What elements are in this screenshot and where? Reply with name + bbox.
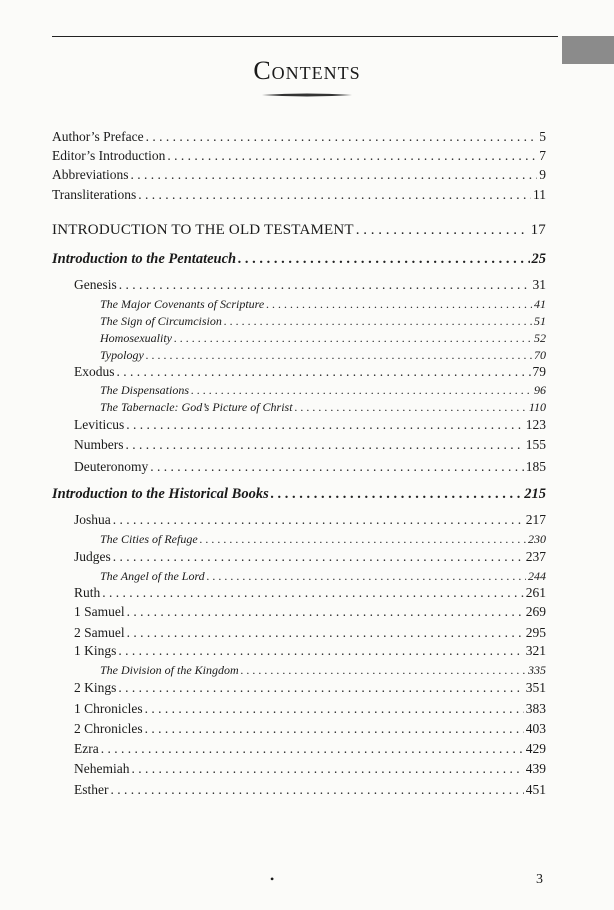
toc-entry-label: Leviticus xyxy=(74,417,125,432)
toc-entry-page: 11 xyxy=(533,187,546,202)
toc-entry-label: The Dispensations xyxy=(100,383,190,397)
toc-entry-page: 123 xyxy=(525,417,546,432)
dot-leader xyxy=(271,485,523,503)
toc-entry-label: 1 Chronicles xyxy=(74,701,143,716)
dot-leader xyxy=(295,398,527,416)
toc-entry xyxy=(74,740,546,758)
toc-entry xyxy=(52,166,546,184)
toc-entry-label: Editor’s Introduction xyxy=(52,148,166,163)
dot-leader xyxy=(101,740,524,758)
toc-entry xyxy=(100,329,546,347)
toc-entry-label: Homosexuality xyxy=(100,331,172,345)
toc-entry xyxy=(74,603,546,621)
toc-entry-page: 383 xyxy=(525,701,546,716)
toc-entry-label: 2 Chronicles xyxy=(74,721,143,736)
toc-entry-label: 1 Samuel xyxy=(74,604,125,619)
dot-leader xyxy=(119,276,531,294)
toc-entry-label: Esther xyxy=(74,782,109,797)
toc-entry xyxy=(74,642,546,660)
toc-entry-page: 70 xyxy=(534,348,546,362)
dot-leader xyxy=(150,458,524,476)
dot-leader xyxy=(111,781,524,799)
toc-entry-page: 9 xyxy=(539,167,546,182)
toc-entry-label: The Cities of Refuge xyxy=(100,532,198,546)
toc-entry xyxy=(52,250,546,268)
toc-entry-label: Introduction to the Pentateuch xyxy=(52,251,237,267)
toc-entry-label: Nehemiah xyxy=(74,761,130,776)
toc-entry xyxy=(100,381,546,399)
dot-leader xyxy=(145,720,524,738)
toc-entry-label: Exodus xyxy=(74,364,115,379)
dot-leader xyxy=(118,642,523,660)
dot-leader xyxy=(118,679,523,697)
toc-entry xyxy=(100,398,546,416)
toc-entry-label: INTRODUCTION TO THE OLD TESTAMENT xyxy=(52,222,354,238)
toc-entry-label: Deuteronomy xyxy=(74,459,149,474)
toc-entry xyxy=(74,436,546,454)
dot-leader xyxy=(131,166,538,184)
toc-entry-page: 269 xyxy=(525,604,546,619)
toc-entry xyxy=(74,458,546,476)
toc-entry-page: 237 xyxy=(525,549,546,564)
toc-entry xyxy=(74,624,546,642)
toc-entry xyxy=(52,186,546,204)
dot-leader xyxy=(138,186,531,204)
dot-leader xyxy=(113,548,524,566)
toc-entry-page: 451 xyxy=(525,782,546,797)
dot-leader xyxy=(126,436,524,454)
dot-leader xyxy=(102,584,523,602)
toc-entry xyxy=(74,416,546,434)
page-title: Contents xyxy=(253,56,361,85)
toc-entry xyxy=(74,511,546,529)
toc-entry xyxy=(100,567,546,585)
dot-leader xyxy=(191,381,532,399)
toc-entry-label: Typology xyxy=(100,348,144,362)
toc-entry-page: 52 xyxy=(534,331,546,345)
toc-entry xyxy=(52,485,546,503)
toc-entry-page: 215 xyxy=(524,486,546,502)
toc-entry-page: 96 xyxy=(534,383,546,397)
toc-entry-page: 79 xyxy=(532,364,546,379)
dot-leader xyxy=(241,661,526,679)
toc-entry-page: 7 xyxy=(539,148,546,163)
dot-leader xyxy=(113,511,524,529)
toc-entry-page: 31 xyxy=(532,277,546,292)
toc-entry xyxy=(74,276,546,294)
toc-entry-label: 2 Kings xyxy=(74,680,117,695)
toc-entry-page: 51 xyxy=(534,314,546,328)
toc-entry xyxy=(74,720,546,738)
toc-entry xyxy=(100,346,546,364)
toc-entry-page: 217 xyxy=(525,512,546,527)
toc-entry-page: 244 xyxy=(528,569,546,583)
toc-entry-page: 155 xyxy=(525,437,546,452)
toc-entry-label: The Division of the Kingdom xyxy=(100,663,239,677)
toc-entry-label: The Tabernacle: God’s Picture of Christ xyxy=(100,400,293,414)
toc-entry-page: 403 xyxy=(525,721,546,736)
toc-entry xyxy=(100,312,546,330)
toc-entry xyxy=(100,530,546,548)
toc-entry xyxy=(74,679,546,697)
dot-leader xyxy=(126,416,524,434)
toc-entry xyxy=(100,661,546,679)
dot-leader xyxy=(117,363,531,381)
toc-entry-page: 439 xyxy=(525,761,546,776)
toc-entry-label: Ezra xyxy=(74,741,99,756)
title-ornament xyxy=(262,92,352,98)
dot-leader xyxy=(200,530,526,548)
dot-leader xyxy=(145,700,524,718)
toc-entry-label: Ruth xyxy=(74,585,101,600)
dot-leader xyxy=(238,250,529,268)
toc-entry xyxy=(52,221,546,239)
toc-entry-page: 321 xyxy=(525,643,546,658)
dot-leader xyxy=(266,295,532,313)
dot-leader xyxy=(127,603,524,621)
toc-entry-label: The Major Covenants of Scripture xyxy=(100,297,265,311)
toc-entry xyxy=(100,295,546,313)
toc-entry xyxy=(74,584,546,602)
toc-entry-page: 351 xyxy=(525,680,546,695)
toc-entry xyxy=(74,700,546,718)
toc-entry-page: 110 xyxy=(528,400,546,414)
toc-entry-page: 261 xyxy=(525,585,546,600)
toc-entry-label: The Angel of the Lord xyxy=(100,569,205,583)
toc-entry-page: 429 xyxy=(525,741,546,756)
toc-entry-page: 41 xyxy=(534,297,546,311)
toc-entry-page: 295 xyxy=(525,625,546,640)
dot-leader xyxy=(131,760,523,778)
page-number: 3 xyxy=(536,872,543,887)
toc-entry-page: 5 xyxy=(539,129,546,144)
toc-entry-page: 25 xyxy=(531,251,546,267)
top-rule xyxy=(52,36,558,37)
toc-entry-page: 230 xyxy=(528,532,546,546)
dot-leader xyxy=(207,567,526,585)
dot-leader xyxy=(146,128,538,146)
toc-entry-label: Genesis xyxy=(74,277,117,292)
dot-leader xyxy=(127,624,524,642)
toc-entry xyxy=(74,548,546,566)
toc-entry xyxy=(52,147,546,165)
toc-entry-label: Introduction to the Historical Books xyxy=(52,486,269,502)
toc-entry-label: Author’s Preface xyxy=(52,129,144,144)
toc-entry-label: Numbers xyxy=(74,437,124,452)
dot-leader xyxy=(146,346,532,364)
dot-leader xyxy=(224,312,532,330)
dot-leader xyxy=(356,221,529,239)
toc-entry-label: Transliterations xyxy=(52,187,137,202)
center-dot: • xyxy=(270,872,275,886)
toc-entry-label: Abbreviations xyxy=(52,167,129,182)
toc-entry-label: 2 Samuel xyxy=(74,625,125,640)
toc-entry xyxy=(74,781,546,799)
toc-entry-label: 1 Kings xyxy=(74,643,117,658)
dot-leader xyxy=(174,329,532,347)
toc-entry-page: 185 xyxy=(525,459,546,474)
toc-entry-label: The Sign of Circumcision xyxy=(100,314,222,328)
toc-entry xyxy=(52,128,546,146)
toc-entry-label: Judges xyxy=(74,549,111,564)
toc-entry xyxy=(74,760,546,778)
toc-entry-page: 335 xyxy=(528,663,546,677)
dot-leader xyxy=(167,147,537,165)
toc-entry xyxy=(74,363,546,381)
toc-entry-page: 17 xyxy=(530,222,546,238)
toc-entry-label: Joshua xyxy=(74,512,111,527)
